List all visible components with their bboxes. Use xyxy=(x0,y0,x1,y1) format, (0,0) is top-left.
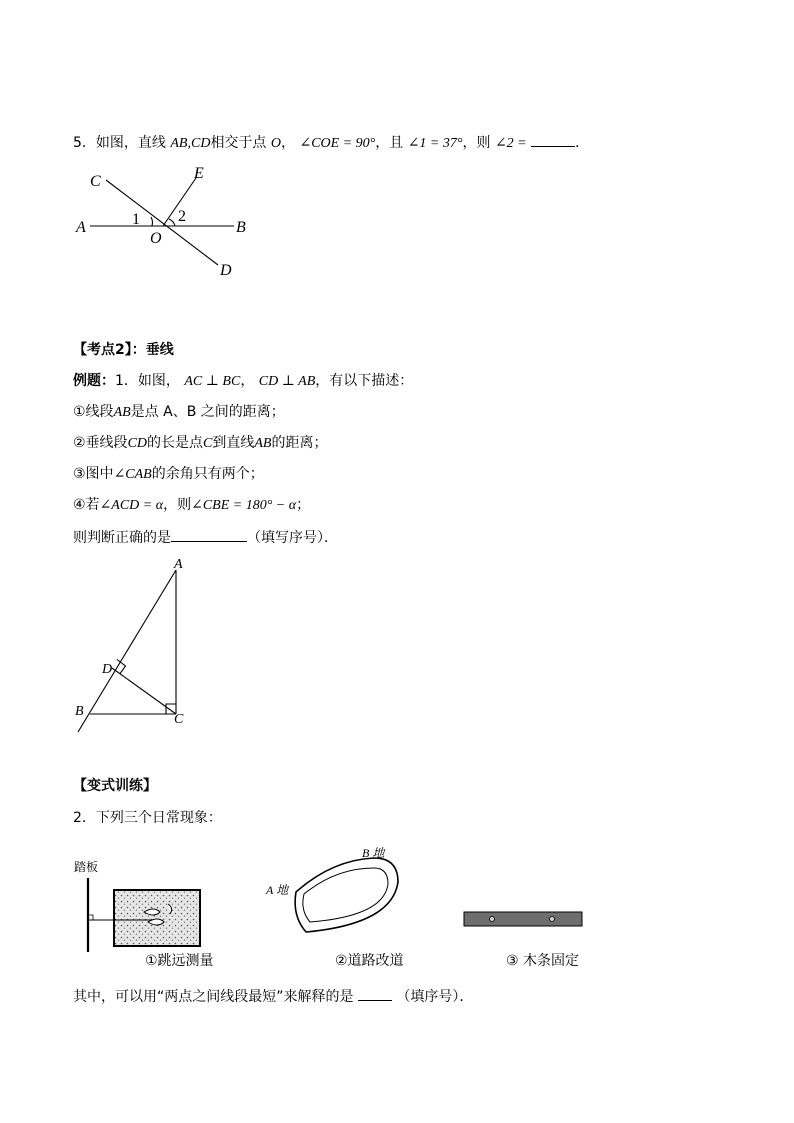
caption-wooden-strip: ③ 木条固定 xyxy=(506,953,580,969)
statement-2: ②垂线段CD的长是点C到直线AB的距离； xyxy=(73,435,328,451)
label-c: C xyxy=(90,173,101,190)
line-ab-extended xyxy=(78,570,176,732)
math-angle-1: ∠1 = 37° xyxy=(407,136,463,151)
label-c: C xyxy=(174,712,184,727)
label-angle-1: 1 xyxy=(132,211,140,228)
math-ab-cd: AB,CD xyxy=(170,136,211,151)
sand-pit-icon xyxy=(114,890,200,946)
caption-road-diversion: ②道路改道 xyxy=(335,953,404,969)
statement-4: ④若∠ACD = α，则∠CBE = 180° − α； xyxy=(73,497,311,513)
right-angle-mark-d xyxy=(117,660,126,674)
figure-right-triangle xyxy=(70,556,210,736)
label-o: O xyxy=(150,230,162,247)
road-icon xyxy=(295,858,398,932)
caption-long-jump: ①跳远测量 xyxy=(145,953,214,969)
figure-wooden-strip xyxy=(460,904,590,934)
figure-intersecting-lines xyxy=(74,162,274,282)
label-d: D xyxy=(220,262,232,279)
label-d: D xyxy=(102,662,113,677)
question-5: 5．如图，直线 AB,CD相交于点 O， ∠COE = 90°，且 ∠1 = 37°，则 ∠2 = ． xyxy=(73,132,589,154)
math-o: O xyxy=(270,136,282,151)
label-a: A xyxy=(174,557,183,572)
section-heading-variant: 【变式训练】 xyxy=(73,778,157,794)
statement-3: ③图中∠CAB的余角只有两个； xyxy=(73,466,264,482)
label-b: B xyxy=(236,219,246,236)
example-question: 例题：1．如图， AC ⊥ BC， CD ⊥ AB，有以下描述： xyxy=(73,373,414,389)
math-cd-perp-ab: CD ⊥ AB xyxy=(258,374,316,389)
label-e: E xyxy=(194,165,204,182)
nail-icon xyxy=(490,917,495,922)
math-ac-perp-bc: AC ⊥ BC xyxy=(184,374,241,389)
label-b: B xyxy=(75,704,84,719)
label-angle-2: 2 xyxy=(178,208,186,225)
section-heading-point-2: 【考点2】：垂线 xyxy=(73,342,174,358)
nail-icon xyxy=(550,917,555,922)
final-question: 其中，可以用“两点之间线段最短”来解释的是 （填序号）． xyxy=(73,986,473,1007)
wooden-strip-icon xyxy=(464,912,582,926)
answer-blank[interactable] xyxy=(531,132,575,147)
answer-blank[interactable] xyxy=(171,527,247,542)
question-2: 2．下列三个日常现象： xyxy=(73,810,222,826)
label-place-b: B 地 xyxy=(362,846,385,860)
label-a: A xyxy=(76,219,86,236)
line-cd xyxy=(106,180,218,265)
answer-blank[interactable] xyxy=(358,986,392,1001)
math-angle-coe: ∠COE = 90° xyxy=(299,136,376,151)
angle-1-arc xyxy=(151,217,152,226)
label-place-a: A 地 xyxy=(266,883,289,897)
statement-1: ①线段AB是点 A、B 之间的距离； xyxy=(73,404,285,420)
figure-road-diversion xyxy=(262,846,412,946)
math-angle-2: ∠2 = xyxy=(494,136,527,151)
angle-2-arc xyxy=(169,219,175,226)
judge-line: 则判断正确的是 （填写序号）． xyxy=(73,527,338,548)
figure-long-jump xyxy=(78,876,218,956)
board-label: 踏板 xyxy=(74,860,99,874)
